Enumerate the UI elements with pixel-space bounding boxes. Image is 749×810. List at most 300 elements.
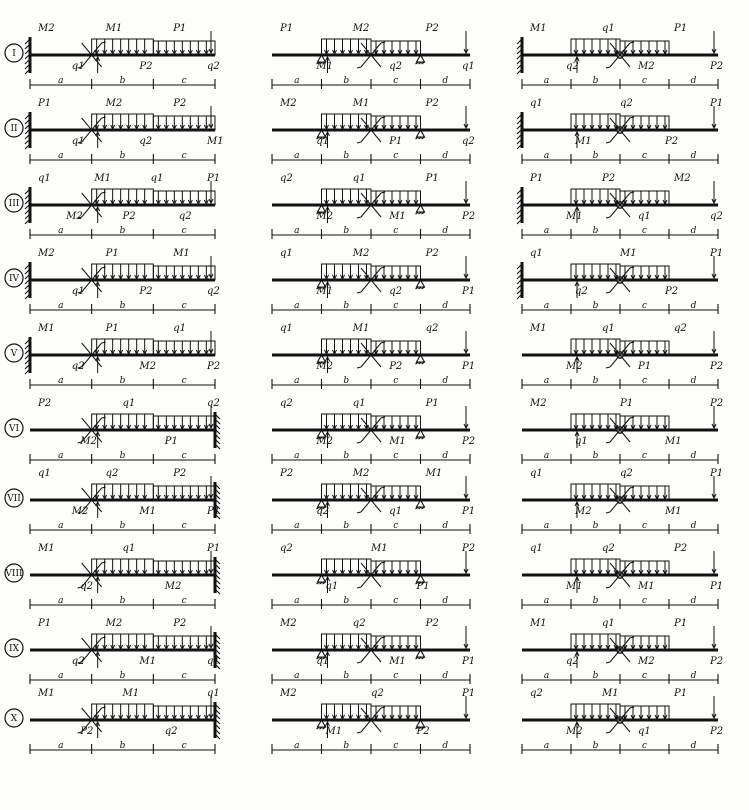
segment-label: d bbox=[690, 226, 697, 236]
load-label: q2 bbox=[674, 323, 687, 334]
segment-label: d bbox=[442, 451, 449, 461]
row-label-IX bbox=[5, 639, 23, 657]
segment-label: b bbox=[343, 376, 350, 386]
segment-label: d bbox=[442, 226, 449, 236]
distributed-load bbox=[620, 706, 669, 720]
distributed-load bbox=[620, 341, 669, 355]
load-label: P2 bbox=[710, 656, 724, 667]
load-label: P1 bbox=[620, 398, 634, 409]
load-label: P2 bbox=[139, 286, 153, 297]
load-label: q2 bbox=[280, 173, 293, 184]
row-label-text: IV bbox=[8, 274, 20, 284]
scheme-VI-1 bbox=[30, 398, 220, 464]
load-label: P1 bbox=[710, 98, 724, 109]
segment-label: a bbox=[543, 226, 550, 236]
segment-label: c bbox=[393, 741, 399, 751]
row-label-text: VIII bbox=[5, 569, 23, 579]
scheme-V-3 bbox=[522, 323, 723, 389]
load-label: M1 bbox=[575, 136, 592, 147]
distributed-load bbox=[371, 561, 421, 575]
load-label: q1 bbox=[602, 23, 615, 34]
load-label: q1 bbox=[71, 286, 85, 297]
load-label: q2 bbox=[462, 136, 475, 147]
load-label: q2 bbox=[575, 286, 588, 297]
load-label: P1 bbox=[462, 361, 476, 372]
load-label: q1 bbox=[638, 211, 651, 222]
segment-label: b bbox=[119, 376, 126, 386]
segment-label: a bbox=[58, 76, 64, 86]
load-label: q1 bbox=[122, 398, 136, 409]
row-label-text: III bbox=[8, 199, 20, 209]
load-label: q1 bbox=[352, 173, 366, 184]
segment-label: a bbox=[58, 376, 64, 386]
load-label: M1 bbox=[638, 581, 655, 592]
segment-label: d bbox=[690, 76, 697, 86]
scheme-VIII-2 bbox=[272, 543, 475, 609]
load-label: q1 bbox=[316, 656, 330, 667]
segment-label: d bbox=[442, 671, 449, 681]
load-label: M2 bbox=[638, 656, 655, 667]
scheme-III-1 bbox=[25, 173, 220, 239]
load-label: P2 bbox=[425, 618, 439, 629]
distributed-load bbox=[571, 189, 620, 205]
row-label-VII bbox=[5, 489, 23, 507]
segment-label: a bbox=[543, 741, 550, 751]
distributed-load bbox=[620, 116, 669, 130]
scheme-II-2 bbox=[272, 98, 475, 164]
segment-label: a bbox=[58, 521, 64, 531]
distributed-load bbox=[571, 704, 620, 720]
load-label: M1 bbox=[566, 581, 583, 592]
segment-label: d bbox=[442, 741, 449, 751]
segment-label: a bbox=[58, 151, 64, 161]
segment-label: a bbox=[58, 596, 64, 606]
load-label: P2 bbox=[710, 61, 724, 72]
scheme-I-3 bbox=[517, 23, 723, 89]
segment-label: b bbox=[592, 741, 599, 751]
load-label: q2 bbox=[178, 211, 192, 222]
load-label: M2 bbox=[80, 436, 97, 447]
segment-label: d bbox=[690, 151, 697, 161]
distributed-load bbox=[620, 191, 669, 205]
load-label: M1 bbox=[371, 543, 388, 554]
load-label: P2 bbox=[425, 98, 439, 109]
scheme-VIII-1 bbox=[30, 543, 220, 609]
scheme-III-3 bbox=[517, 173, 723, 239]
load-label: P1 bbox=[105, 248, 119, 259]
scheme-I-2 bbox=[272, 23, 475, 89]
load-label: M1 bbox=[94, 173, 111, 184]
load-label: P1 bbox=[674, 688, 688, 699]
load-label: q2 bbox=[207, 398, 220, 409]
distributed-load bbox=[571, 114, 620, 130]
segment-label: d bbox=[442, 521, 449, 531]
distributed-load bbox=[571, 634, 620, 650]
load-label: q2 bbox=[105, 468, 119, 479]
segment-label: d bbox=[690, 596, 697, 606]
load-label: q1 bbox=[316, 136, 330, 147]
load-label: M1 bbox=[122, 688, 140, 699]
load-label: q1 bbox=[38, 173, 51, 184]
load-label: q1 bbox=[280, 248, 293, 259]
load-label: q1 bbox=[530, 468, 543, 479]
segment-label: c bbox=[181, 521, 187, 531]
segment-label: a bbox=[294, 226, 300, 236]
distributed-load bbox=[371, 266, 421, 280]
load-label: P1 bbox=[530, 173, 544, 184]
scheme-IV-3 bbox=[517, 248, 723, 314]
segment-label: b bbox=[592, 301, 599, 311]
load-label: M1 bbox=[38, 323, 55, 334]
load-label: M1 bbox=[389, 656, 406, 667]
row-label-VI bbox=[5, 419, 23, 437]
segment-label: b bbox=[343, 451, 350, 461]
load-label: M1 bbox=[139, 506, 157, 517]
distributed-load bbox=[322, 339, 372, 355]
segment-label: a bbox=[58, 226, 64, 236]
load-label: P1 bbox=[462, 656, 476, 667]
load-label: M1 bbox=[352, 98, 370, 109]
segment-label: c bbox=[181, 376, 187, 386]
distributed-load bbox=[371, 341, 421, 355]
distributed-load bbox=[620, 266, 669, 280]
segment-label: a bbox=[294, 451, 300, 461]
load-label: M2 bbox=[674, 173, 691, 184]
distributed-load bbox=[322, 704, 372, 720]
load-label: P2 bbox=[425, 23, 439, 34]
distributed-load bbox=[571, 39, 620, 55]
segment-label: a bbox=[294, 671, 300, 681]
segment-label: a bbox=[543, 671, 550, 681]
row-label-IV bbox=[5, 269, 23, 287]
segment-label: c bbox=[641, 76, 648, 86]
load-label: M2 bbox=[164, 581, 182, 592]
segment-label: b bbox=[592, 226, 599, 236]
load-label: P2 bbox=[122, 211, 136, 222]
load-label: q2 bbox=[80, 581, 94, 592]
scheme-VI-2 bbox=[272, 398, 475, 464]
distributed-load bbox=[371, 41, 421, 55]
distributed-load bbox=[571, 264, 620, 280]
segment-label: c bbox=[181, 226, 187, 236]
scheme-VI-3 bbox=[522, 398, 723, 464]
segment-label: b bbox=[343, 671, 350, 681]
load-label: q1 bbox=[530, 248, 543, 259]
load-label: M2 bbox=[566, 726, 583, 737]
load-label: P2 bbox=[462, 436, 476, 447]
load-label: q1 bbox=[122, 543, 136, 554]
segment-label: b bbox=[119, 671, 126, 681]
segment-label: c bbox=[393, 451, 399, 461]
load-label: M2 bbox=[316, 436, 334, 447]
load-label: P1 bbox=[710, 248, 724, 259]
segment-label: b bbox=[343, 301, 350, 311]
load-label: M1 bbox=[665, 506, 682, 517]
scheme-I-1 bbox=[25, 23, 220, 89]
load-label: q2 bbox=[371, 688, 384, 699]
distributed-load bbox=[322, 414, 372, 430]
segment-label: b bbox=[343, 76, 350, 86]
segment-label: a bbox=[294, 376, 300, 386]
distributed-load bbox=[620, 486, 669, 500]
scheme-IX-2 bbox=[272, 618, 475, 684]
segment-label: b bbox=[343, 521, 350, 531]
load-label: q1 bbox=[389, 506, 402, 517]
segment-label: c bbox=[181, 151, 187, 161]
load-label: P1 bbox=[674, 618, 688, 629]
segment-label: b bbox=[343, 741, 350, 751]
load-label: M2 bbox=[352, 248, 370, 259]
load-label: P1 bbox=[462, 688, 476, 699]
load-label: P2 bbox=[416, 726, 430, 737]
segment-label: a bbox=[294, 596, 300, 606]
load-label: P1 bbox=[462, 286, 476, 297]
load-label: q2 bbox=[316, 506, 330, 517]
load-label: P1 bbox=[173, 23, 187, 34]
scheme-IV-2 bbox=[272, 248, 475, 314]
load-label: M2 bbox=[352, 23, 370, 34]
segment-label: b bbox=[592, 596, 599, 606]
segment-label: a bbox=[58, 301, 64, 311]
segment-label: d bbox=[690, 301, 697, 311]
load-label: M2 bbox=[352, 468, 370, 479]
load-label: P2 bbox=[173, 618, 187, 629]
load-label: P2 bbox=[173, 468, 187, 479]
load-label: P1 bbox=[207, 543, 221, 554]
load-label: M2 bbox=[530, 398, 547, 409]
scheme-X-1 bbox=[30, 688, 220, 754]
load-label: M2 bbox=[575, 506, 592, 517]
scheme-III-2 bbox=[272, 173, 475, 239]
load-label: q2 bbox=[602, 543, 615, 554]
segment-label: a bbox=[294, 301, 300, 311]
distributed-load bbox=[322, 484, 372, 500]
load-label: q1 bbox=[638, 726, 651, 737]
segment-label: a bbox=[543, 451, 550, 461]
load-label: M2 bbox=[105, 618, 123, 629]
load-label: M2 bbox=[105, 98, 123, 109]
load-label: P1 bbox=[416, 581, 430, 592]
scheme-VII-2 bbox=[272, 468, 475, 534]
load-label: M2 bbox=[139, 361, 157, 372]
segment-label: a bbox=[58, 451, 64, 461]
load-label: P1 bbox=[207, 506, 221, 517]
distributed-load bbox=[620, 41, 669, 55]
load-label: M1 bbox=[389, 436, 406, 447]
load-label: q1 bbox=[150, 173, 164, 184]
load-label: M1 bbox=[139, 656, 157, 667]
segment-label: c bbox=[181, 596, 187, 606]
segment-label: c bbox=[641, 741, 648, 751]
scheme-X-3 bbox=[522, 688, 723, 754]
segment-label: b bbox=[119, 226, 126, 236]
segment-label: c bbox=[181, 451, 187, 461]
segment-label: c bbox=[181, 671, 187, 681]
load-label: M1 bbox=[602, 688, 619, 699]
segment-label: b bbox=[119, 596, 126, 606]
segment-label: b bbox=[343, 226, 350, 236]
scheme-IX-1 bbox=[30, 618, 220, 684]
load-label: M2 bbox=[38, 23, 55, 34]
segment-label: c bbox=[641, 451, 648, 461]
load-label: q2 bbox=[620, 98, 633, 109]
distributed-load bbox=[620, 636, 669, 650]
segment-label: b bbox=[119, 741, 126, 751]
segment-label: b bbox=[119, 451, 126, 461]
load-label: P1 bbox=[207, 173, 221, 184]
segment-label: a bbox=[294, 151, 300, 161]
load-label: P2 bbox=[674, 543, 688, 554]
load-label: q2 bbox=[710, 211, 723, 222]
load-label: M2 bbox=[38, 248, 55, 259]
load-label: q1 bbox=[462, 61, 475, 72]
segment-label: c bbox=[393, 671, 399, 681]
segment-label: d bbox=[442, 76, 449, 86]
row-label-I bbox=[5, 44, 23, 62]
load-label: P1 bbox=[105, 323, 119, 334]
segment-label: a bbox=[543, 521, 550, 531]
load-label: P2 bbox=[280, 468, 294, 479]
load-label: q1 bbox=[530, 98, 543, 109]
load-label: q2 bbox=[71, 656, 85, 667]
distributed-load bbox=[571, 339, 620, 355]
load-label: P1 bbox=[638, 361, 652, 372]
scheme-IX-3 bbox=[522, 618, 723, 684]
load-label: M1 bbox=[38, 688, 55, 699]
row-label-X bbox=[5, 709, 23, 727]
row-label-III bbox=[5, 194, 23, 212]
segment-label: d bbox=[690, 671, 697, 681]
load-label: q1 bbox=[352, 398, 366, 409]
load-label: q2 bbox=[71, 361, 85, 372]
segment-label: b bbox=[119, 521, 126, 531]
load-label: q2 bbox=[566, 656, 579, 667]
segment-label: b bbox=[592, 671, 599, 681]
segment-label: c bbox=[641, 596, 648, 606]
row-label-text: II bbox=[10, 124, 18, 134]
segment-label: d bbox=[442, 151, 449, 161]
load-label: q2 bbox=[389, 286, 402, 297]
segment-label: c bbox=[393, 301, 399, 311]
distributed-load bbox=[322, 264, 372, 280]
load-label: M2 bbox=[638, 61, 655, 72]
segment-label: a bbox=[294, 741, 300, 751]
load-label: M1 bbox=[530, 323, 547, 334]
load-label: M1 bbox=[566, 211, 583, 222]
load-label: q1 bbox=[530, 543, 543, 554]
segment-label: b bbox=[119, 151, 126, 161]
load-label: q1 bbox=[207, 656, 220, 667]
segment-label: c bbox=[641, 151, 648, 161]
distributed-load bbox=[620, 561, 669, 575]
load-label: M1 bbox=[530, 23, 547, 34]
load-label: P2 bbox=[80, 726, 94, 737]
segment-label: a bbox=[543, 376, 550, 386]
segment-label: d bbox=[690, 521, 697, 531]
segment-label: c bbox=[181, 301, 187, 311]
row-label-text: X bbox=[10, 714, 18, 724]
load-label: M1 bbox=[389, 211, 406, 222]
load-label: M2 bbox=[280, 618, 297, 629]
segment-label: a bbox=[294, 76, 300, 86]
load-label: q2 bbox=[207, 286, 220, 297]
load-label: M1 bbox=[207, 136, 224, 147]
load-label: M1 bbox=[173, 248, 190, 259]
load-label: P2 bbox=[602, 173, 616, 184]
load-label: M2 bbox=[280, 688, 297, 699]
load-label: P1 bbox=[389, 136, 403, 147]
load-label: M1 bbox=[425, 468, 443, 479]
distributed-load bbox=[371, 116, 421, 130]
load-label: q2 bbox=[530, 688, 543, 699]
segment-label: d bbox=[690, 451, 697, 461]
load-label: P2 bbox=[389, 361, 403, 372]
segment-label: b bbox=[343, 151, 350, 161]
segment-label: c bbox=[181, 741, 187, 751]
segment-label: d bbox=[442, 376, 449, 386]
segment-label: b bbox=[592, 451, 599, 461]
segment-label: a bbox=[58, 741, 64, 751]
load-label: q2 bbox=[164, 726, 178, 737]
distributed-load bbox=[322, 39, 372, 55]
load-label: M2 bbox=[280, 98, 297, 109]
row-label-text: VI bbox=[8, 424, 20, 434]
load-label: M2 bbox=[316, 361, 334, 372]
load-label: M1 bbox=[105, 23, 123, 34]
scheme-VII-1 bbox=[30, 468, 220, 534]
load-label: M1 bbox=[316, 286, 334, 297]
segment-label: b bbox=[592, 376, 599, 386]
segment-label: d bbox=[690, 376, 697, 386]
row-label-text: IX bbox=[9, 644, 19, 654]
row-label-text: VII bbox=[7, 494, 21, 504]
load-label: q2 bbox=[280, 398, 293, 409]
load-label: P1 bbox=[710, 581, 724, 592]
scheme-X-2 bbox=[272, 688, 475, 754]
distributed-load bbox=[371, 486, 421, 500]
load-label: q1 bbox=[602, 618, 615, 629]
segment-label: a bbox=[58, 671, 64, 681]
load-label: P1 bbox=[280, 23, 294, 34]
distributed-load bbox=[571, 414, 620, 430]
segment-label: c bbox=[641, 671, 648, 681]
load-label: M1 bbox=[38, 543, 55, 554]
load-label: q2 bbox=[207, 61, 220, 72]
scheme-VII-3 bbox=[522, 468, 723, 534]
load-label: q2 bbox=[139, 136, 153, 147]
load-label: M2 bbox=[316, 211, 334, 222]
load-label: q1 bbox=[602, 323, 615, 334]
load-label: P1 bbox=[38, 618, 52, 629]
load-label: P2 bbox=[710, 398, 724, 409]
distributed-load bbox=[322, 634, 372, 650]
segment-label: d bbox=[442, 301, 449, 311]
load-label: P1 bbox=[425, 398, 439, 409]
load-label: P2 bbox=[462, 543, 476, 554]
load-label: M1 bbox=[316, 61, 334, 72]
segment-label: c bbox=[393, 596, 399, 606]
load-label: P2 bbox=[207, 361, 221, 372]
load-label: P2 bbox=[462, 211, 476, 222]
load-label: q1 bbox=[71, 61, 85, 72]
load-label: M1 bbox=[665, 436, 682, 447]
load-label: P1 bbox=[38, 98, 52, 109]
load-label: M1 bbox=[352, 323, 370, 334]
scheme-II-3 bbox=[517, 98, 723, 164]
load-label: q1 bbox=[280, 323, 293, 334]
segment-label: a bbox=[543, 151, 550, 161]
row-label-VIII bbox=[4, 564, 23, 582]
